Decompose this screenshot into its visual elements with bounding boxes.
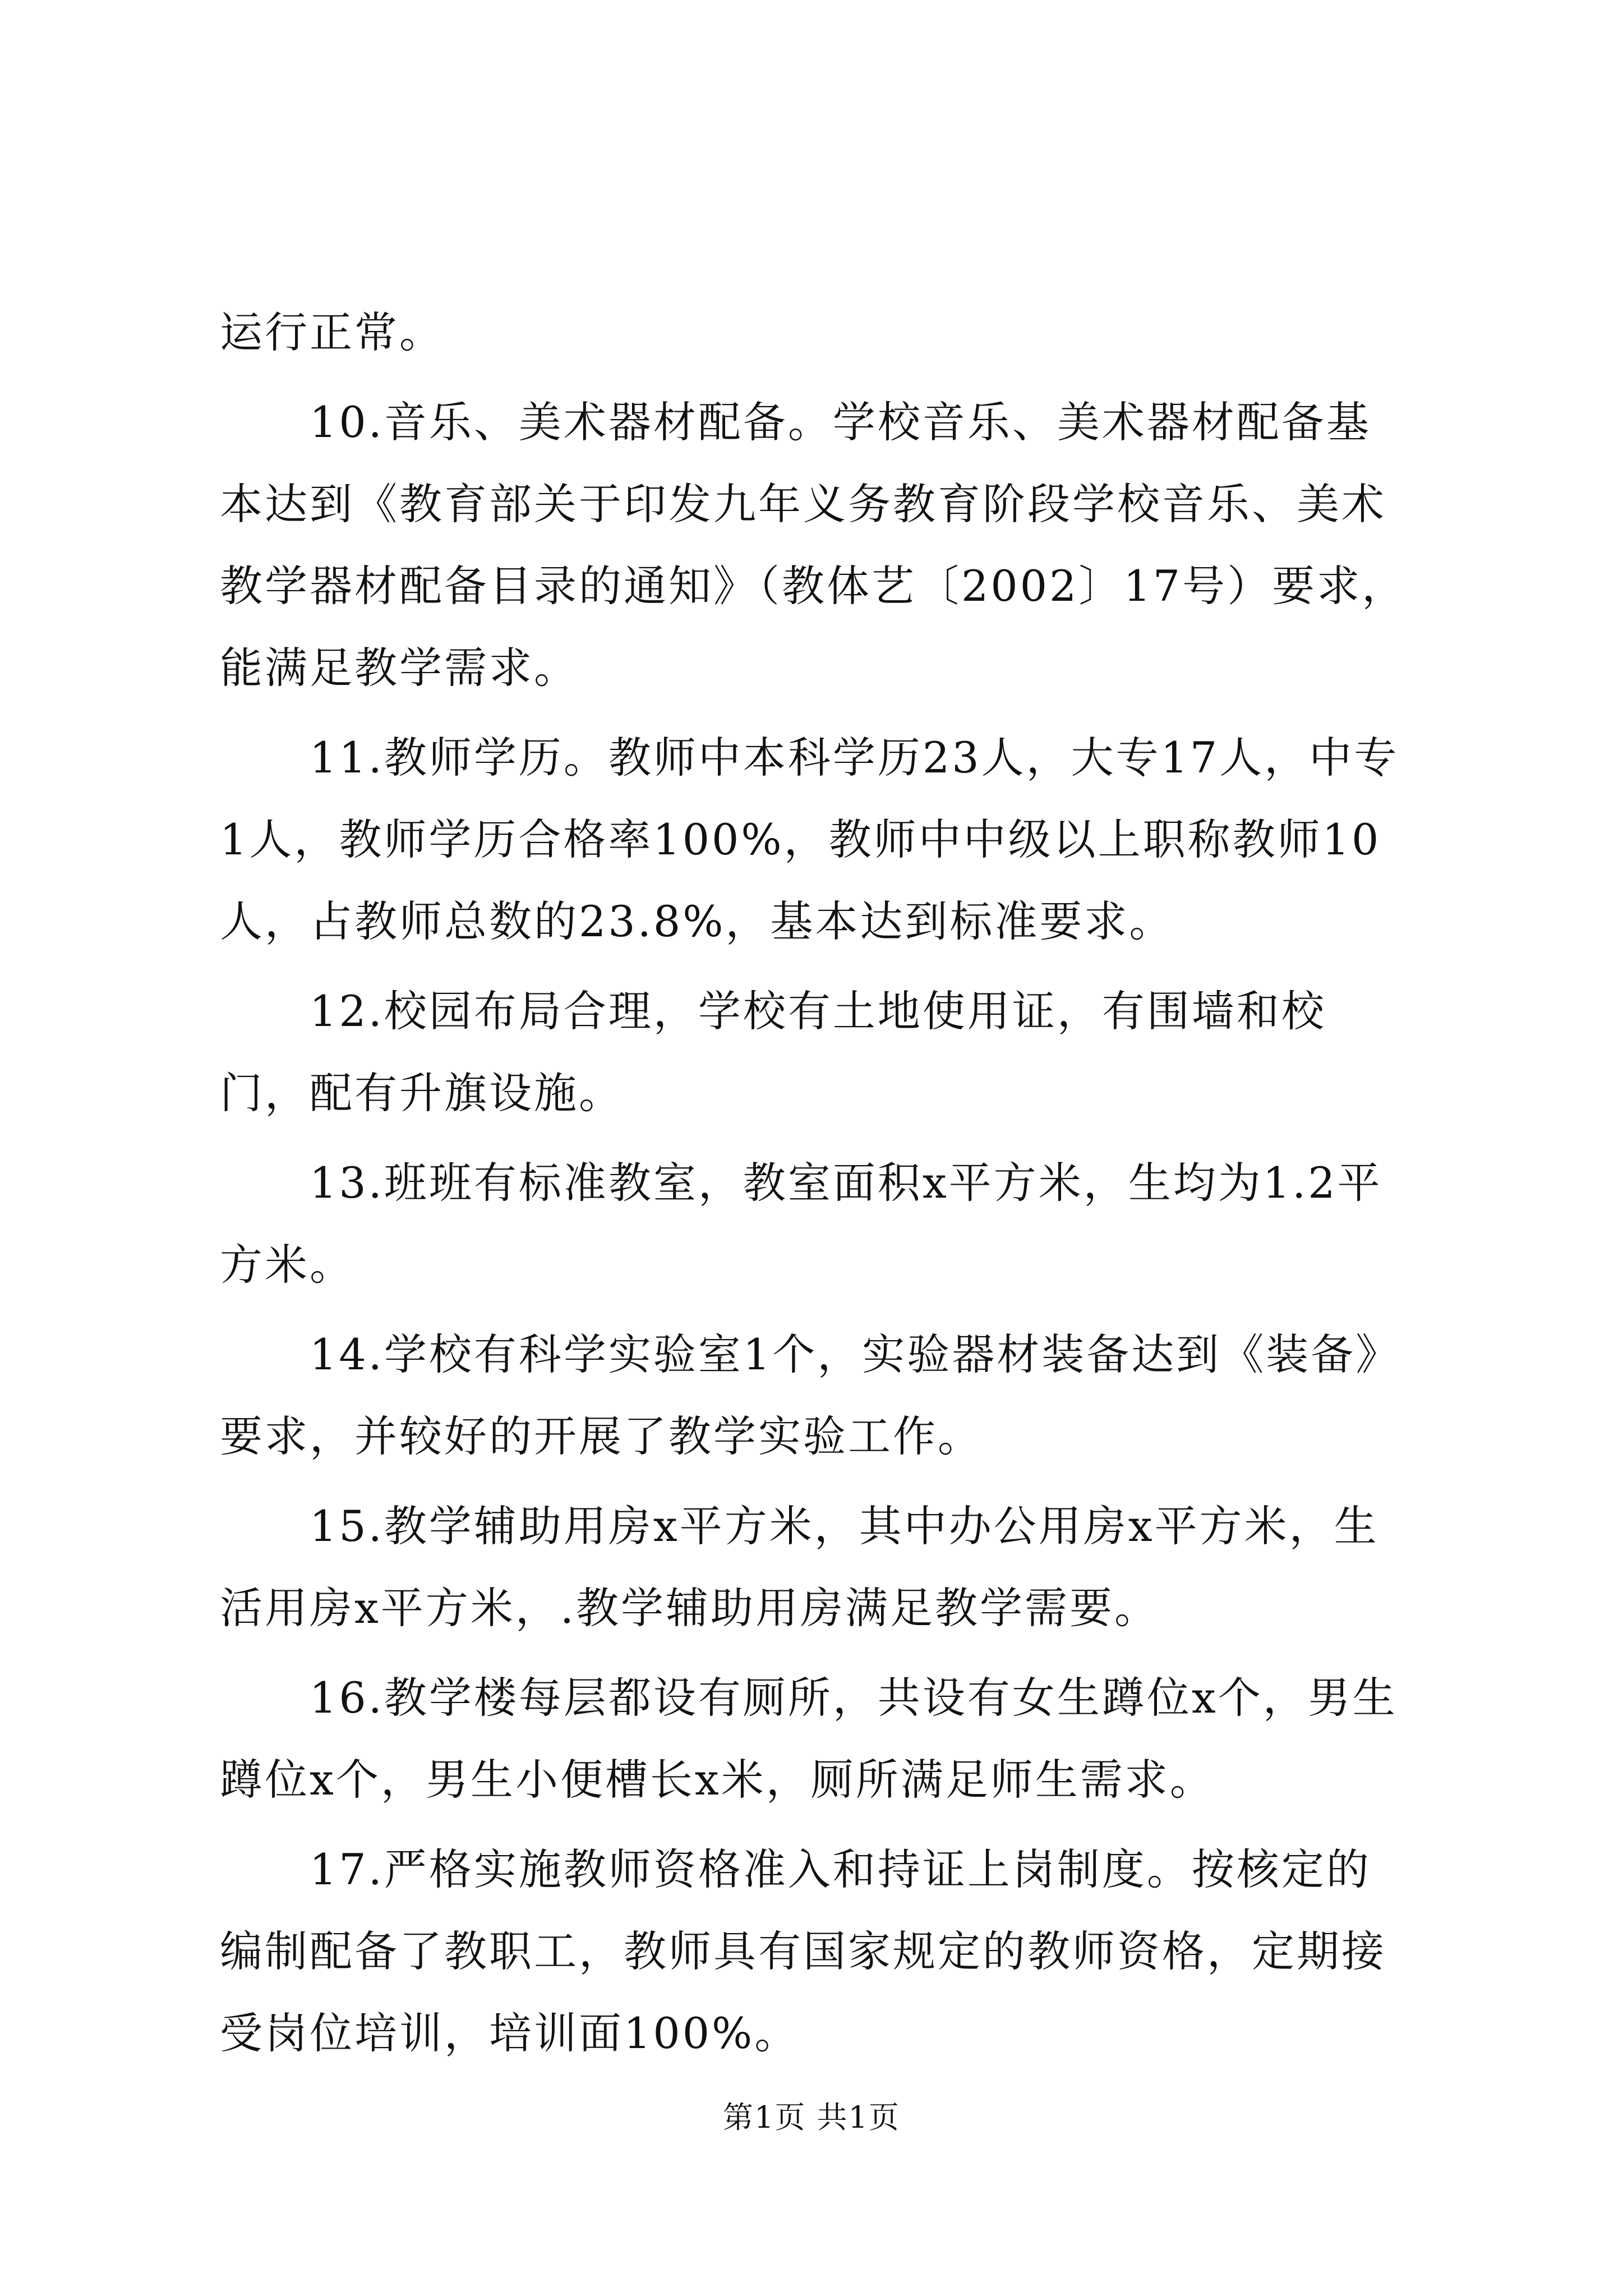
- paragraph-item-14: 14.学校有科学实验室1个，实验器材装备达到《装备》要求，并较好的开展了教学实验工作。: [220, 1329, 1401, 1461]
- paragraph-item-10: 10.音乐、美术器材配备。学校音乐、美术器材配备基本达到《教育部关于印发九年义务教育阶段学校音乐、美术教学器材配备目录的通知》（教体艺〔2002〕17号）要求，能满足教学需求。: [220, 397, 1407, 693]
- paragraph-item-16: 16.教学楼每层都设有厕所，共设有女生蹲位x个，男生蹲位x个，男生小便槽长x米，厕所满足师生需求。: [220, 1673, 1398, 1805]
- paragraph-item-12: 12.校园布局合理，学校有土地使用证，有围墙和校门，配有升旗设施。: [220, 986, 1326, 1118]
- page-footer: 第1页 共1页: [723, 2100, 900, 2135]
- document-body: [220, 292, 1409, 2074]
- paragraph-item-11: 11.教师学历。教师中本科学历23人，大专17人，中专1人，教师学历合格率100%，教师中中级以上职称教师10人，占教师总数的23.8%，基本达到标准要求。: [220, 733, 1399, 946]
- paragraph-item-13: 13.班班有标准教室，教室面积x平方米，生均为1.2平方米。: [220, 1158, 1382, 1290]
- paragraph-continuation: 运行正常。: [220, 307, 444, 357]
- paragraph-item-15: 15.教学辅助用房x平方米，其中办公用房x平方米，生活用房x平方米，.教学辅助用房满足教学需要。: [220, 1501, 1379, 1633]
- paragraph-item-17: 17.严格实施教师资格准入和持证上岗制度。按核定的编制配备了教职工，教师具有国家规定的教师资格，定期接受岗位培训，培训面100%。: [220, 1844, 1386, 2058]
